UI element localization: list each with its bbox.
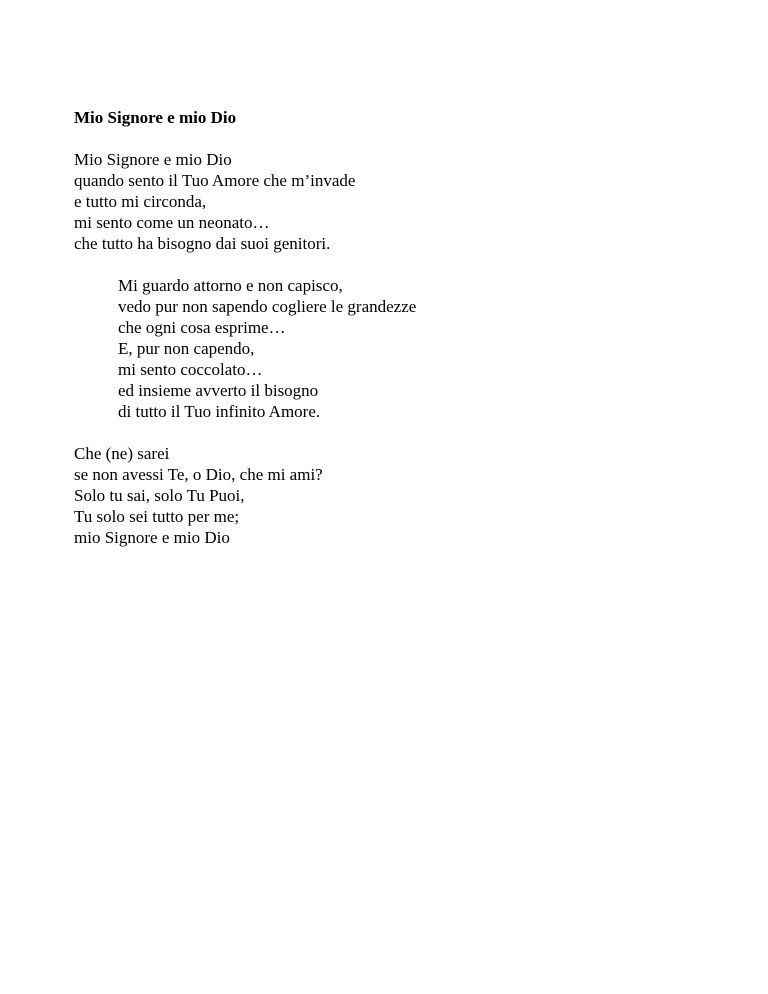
poem-line: che tutto ha bisogno dai suoi genitori. [74, 234, 331, 253]
poem-line: di tutto il Tuo infinito Amore. [118, 402, 321, 421]
stanza-3 [74, 443, 734, 548]
poem-line: Mi guardo attorno e non capisco, [118, 276, 343, 295]
poem-line: mio Signore e mio Dio [74, 528, 230, 547]
stanza-1 [74, 149, 734, 254]
poem-line: se non avessi Te, o Dio, che mi ami? [74, 465, 323, 484]
poem-line: mi sento come un neonato… [74, 213, 270, 232]
poem-line: mi sento coccolato… [118, 360, 263, 379]
poem-line: Tu solo sei tutto per me; [74, 507, 240, 526]
stanza-2 [118, 275, 734, 422]
poem-line: E, pur non capendo, [118, 339, 255, 358]
poem-line: Mio Signore e mio Dio [74, 150, 232, 169]
poem-line: ed insieme avverto il bisogno [118, 381, 319, 400]
poem-line: che ogni cosa esprime… [118, 318, 286, 337]
poem-line: quando sento il Tuo Amore che m’invade [74, 171, 356, 190]
poem-line: Solo tu sai, solo Tu Puoi, [74, 486, 245, 505]
poem-line: vedo pur non sapendo cogliere le grandezze [118, 297, 417, 316]
document-page [74, 107, 734, 569]
poem-title: Mio Signore e mio Dio [74, 108, 237, 127]
poem-line: e tutto mi circonda, [74, 192, 207, 211]
poem-line: Che (ne) sarei [74, 444, 170, 463]
